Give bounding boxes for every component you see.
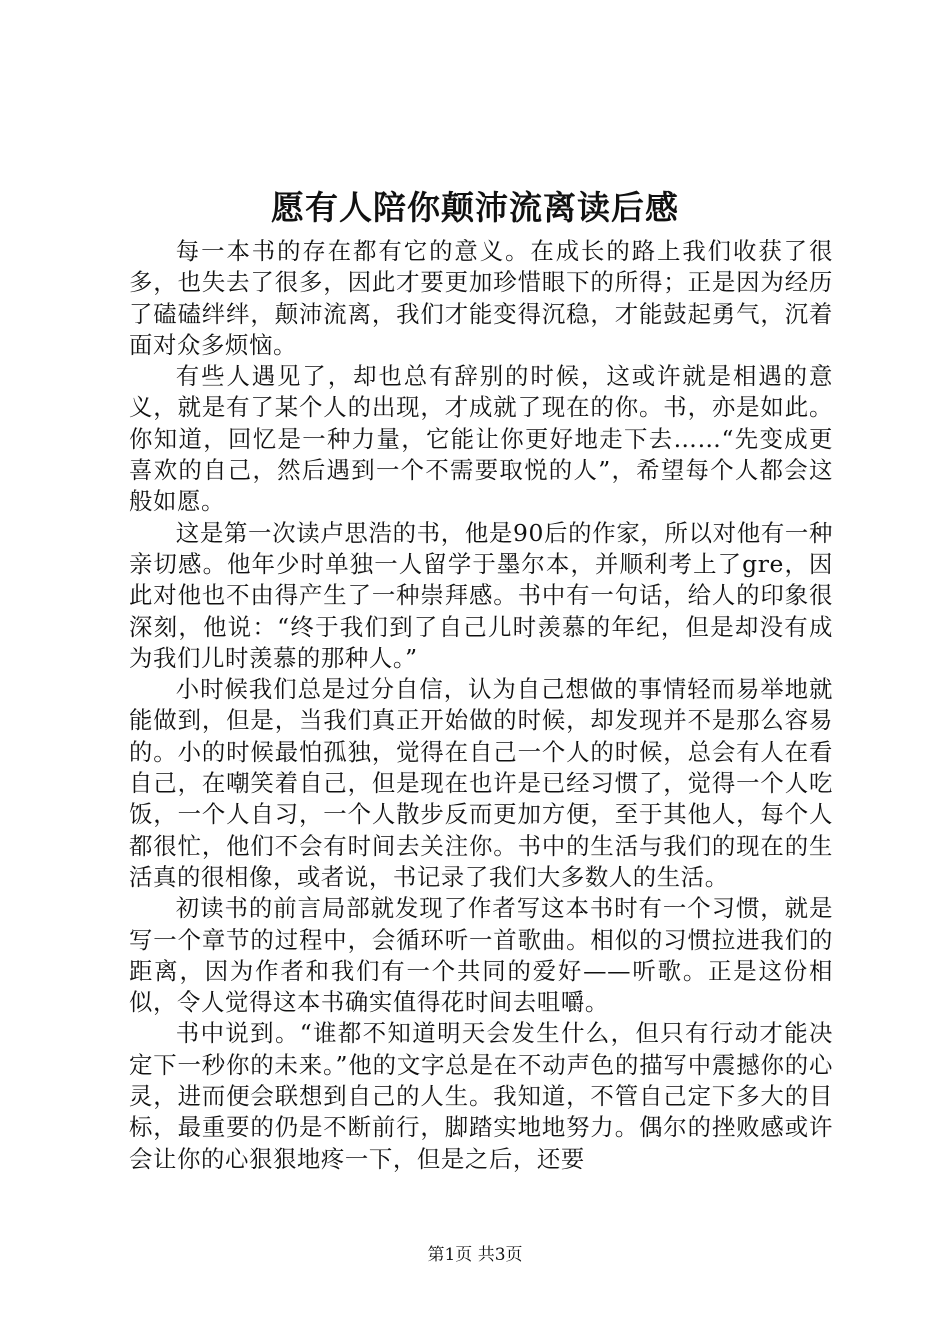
document-body — [129, 236, 833, 1175]
paragraph-6: 书中说到。“谁都不知道明天会发生什么，但只有行动才能决定下一秒你的未来。”他的文字总是在不动声色的描写中震撼你的心灵，进而便会联想到自己的人生。我知道，不管自己定下多大的目标，最重要的仍是不断前行，脚踏实地地努力。偶尔的挫败感或许会让你的心狠狠地疼一下，但是之后，还要 — [129, 1019, 833, 1173]
paragraph-4: 小时候我们总是过分自信，认为自己想做的事情轻而易举地就能做到，但是，当我们真正开始做的时候，却发现并不是那么容易的。小的时候最怕孤独，觉得在自己一个人的时候，总会有人在看自己，在嘲笑着自己，但是现在也许是已经习惯了，觉得一个人吃饭，一个人自习，一个人散步反而更加方便，至于其他人，每个人都很忙，他们不会有时间去关注你。书中的生活与我们的现在的生活真的很相像，或者说，书记录了我们大多数人的生活。 — [129, 675, 833, 891]
paragraph-2: 有些人遇见了，却也总有辞别的时候，这或许就是相遇的意义，就是有了某个人的出现，才成就了现在的你。书，亦是如此。你知道，回忆是一种力量，它能让你更好地走下去……“先变成更喜欢的自己，然后遇到一个不需要取悦的人”，希望每个人都会这般如愿。 — [129, 362, 833, 516]
paragraph-1: 每一本书的存在都有它的意义。在成长的路上我们收获了很多，也失去了很多，因此才要更加珍惜眼下的所得；正是因为经历了磕磕绊绊，颠沛流离，我们才能变得沉稳，才能鼓起勇气，沉着面对众多烦恼。 — [129, 237, 833, 359]
page-number-footer: 第1页 共3页 — [427, 1245, 523, 1265]
paragraph-3: 这是第一次读卢思浩的书，他是90后的作家，所以对他有一种亲切感。他年少时单独一人留学于墨尔本，并顺利考上了gre，因此对他也不由得产生了一种崇拜感。书中有一句话，给人的印象很深刻，他说：“终于我们到了自己儿时羡慕的年纪，但是却没有成为我们儿时羡慕的那种人。” — [129, 518, 833, 672]
document-title: 愿有人陪你颠沛流离读后感 — [271, 188, 679, 227]
paragraph-5: 初读书的前言局部就发现了作者写这本书时有一个习惯，就是写一个章节的过程中，会循环听一首歌曲。相似的习惯拉进我们的距离，因为作者和我们有一个共同的爱好——听歌。正是这份相似，令人觉得这本书确实值得花时间去咀嚼。 — [129, 894, 833, 1017]
